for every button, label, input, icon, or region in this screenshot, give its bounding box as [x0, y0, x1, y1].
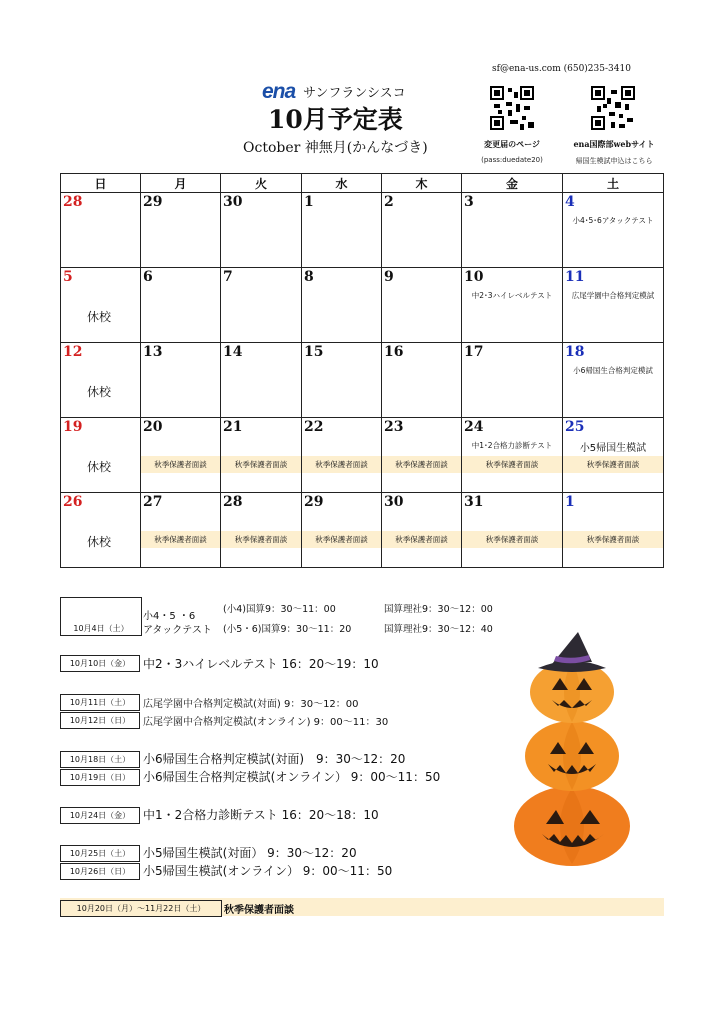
interview-band: 秋季保護者面談: [563, 456, 663, 473]
day-number: 21: [223, 419, 243, 435]
calendar-day-cell: [221, 268, 302, 343]
day-number: 12: [63, 344, 83, 360]
event-name: 小4・5 ・6: [143, 611, 196, 622]
day-number: 24: [464, 419, 484, 435]
event-text: 中1・2合格力診断テスト 16：20〜18：10: [143, 808, 379, 822]
day-number: 11: [565, 269, 585, 285]
interview-band: 秋季保護者面談: [382, 531, 461, 548]
interview-band: 秋季保護者面談: [382, 456, 461, 473]
calendar-day-cell: [462, 343, 563, 418]
day-number: 16: [384, 344, 404, 360]
calendar-day-cell: [141, 343, 221, 418]
calendar-day-cell: [141, 193, 221, 268]
event-note: 中1･2合格力診断テスト: [471, 441, 553, 450]
date-label: 10月11日（土）: [60, 694, 140, 711]
event-text: 小6帰国生合格判定模試(オンライン） 9：00〜11：50: [143, 770, 441, 784]
calendar-grid: [60, 173, 664, 568]
page-subtitle: October 神無月(かんなづき): [243, 140, 428, 156]
calendar-day-cell: [563, 493, 664, 568]
day-number: 15: [304, 344, 324, 360]
day-number: 27: [143, 494, 163, 510]
ena-logo: ena: [262, 80, 296, 103]
interview-band: 秋季保護者面談: [141, 531, 220, 548]
day-number: 17: [464, 344, 484, 360]
event-text: 中2・3ハイレベルテスト 16：20〜19：10: [143, 657, 379, 671]
day-number: 29: [143, 194, 163, 210]
date-label: 10月19日（日）: [60, 769, 140, 786]
event-text: 広尾学園中合格判定模試(対面) 9：30〜12：00: [143, 699, 359, 710]
event-time: 国算理社9：30〜12：40: [384, 624, 493, 635]
interview-band: 秋季保護者面談: [462, 531, 562, 548]
calendar-day-cell: [221, 343, 302, 418]
calendar-day-cell: [61, 418, 141, 493]
contact-info: sf@ena-us.com (650)235-3410: [492, 64, 631, 74]
qr-label-website: ena国際部webサイト: [573, 139, 655, 149]
weekday-header: 火: [221, 174, 302, 193]
interview-band: 秋季保護者面談: [141, 456, 220, 473]
date-label: 10月4日（土）: [73, 624, 129, 633]
day-number: 28: [223, 494, 243, 510]
calendar-day-cell: [221, 193, 302, 268]
calendar-day-cell: [563, 268, 664, 343]
attack-test-date-box: [60, 597, 142, 636]
day-number: 4: [565, 194, 575, 210]
day-number: 2: [384, 194, 394, 210]
day-number: 8: [304, 269, 314, 285]
calendar-day-cell: [302, 268, 382, 343]
day-number: 1: [565, 494, 575, 510]
weekday-header: 金: [462, 174, 563, 193]
day-number: 29: [304, 494, 324, 510]
calendar-day-cell: [141, 268, 221, 343]
day-number: 7: [223, 269, 233, 285]
day-number: 1: [304, 194, 314, 210]
event-time: (小4)国算9：30〜11：00: [223, 604, 336, 615]
calendar-day-cell: [302, 493, 382, 568]
event-text: 小6帰国生合格判定模試(対面) 9：30〜12：20: [143, 752, 406, 766]
calendar-day-cell: [221, 418, 302, 493]
date-label: 10月24日（金）: [60, 807, 140, 824]
day-number: 31: [464, 494, 484, 510]
event-text: 広尾学園中合格判定模試(オンライン) 9：00〜11：30: [143, 717, 389, 728]
closed-label: 休校: [87, 310, 112, 324]
day-number: 22: [304, 419, 324, 435]
day-number: 20: [143, 419, 163, 435]
day-number: 10: [464, 269, 484, 285]
event-time: 国算理社9：30〜12：00: [384, 604, 493, 615]
page-title: 10月予定表: [268, 105, 403, 134]
calendar-day-cell: [221, 493, 302, 568]
day-number: 3: [464, 194, 474, 210]
brand-name: サンフランシスコ: [303, 86, 406, 101]
event-note: 小6帰国生合格判定模試: [573, 366, 653, 375]
calendar-day-cell: [382, 343, 462, 418]
calendar-day-cell: [302, 193, 382, 268]
calendar-day-cell: [61, 268, 141, 343]
day-number: 28: [63, 194, 83, 210]
calendar-day-cell: [302, 418, 382, 493]
day-number: 18: [565, 344, 585, 360]
event-text: 秋季保護者面談: [224, 905, 294, 916]
calendar-day-cell: [141, 493, 221, 568]
calendar-day-cell: [462, 493, 563, 568]
calendar-day-cell: [462, 418, 563, 493]
weekday-header: 日: [61, 174, 141, 193]
day-number: 5: [63, 269, 73, 285]
closed-label: 休校: [87, 385, 112, 399]
qr-code-icon[interactable]: [591, 86, 635, 130]
calendar-day-cell: [61, 193, 141, 268]
calendar-day-cell: [563, 193, 664, 268]
day-number: 26: [63, 494, 83, 510]
calendar-day-cell: [382, 418, 462, 493]
day-number: 23: [384, 419, 404, 435]
calendar-day-cell: [382, 268, 462, 343]
calendar-day-cell: [462, 268, 563, 343]
event-note: 中2･3ハイレベルテスト: [471, 291, 553, 300]
event-note: 小4･5･6アタックテスト: [572, 216, 654, 225]
day-number: 6: [143, 269, 153, 285]
date-label: 10月25日（土）: [60, 845, 140, 862]
qr-label-change-form: 変更届のページ: [484, 139, 540, 149]
halloween-pumpkins-icon: [508, 628, 636, 868]
interview-band: 秋季保護者面談: [462, 456, 562, 473]
calendar-day-cell: [382, 193, 462, 268]
date-label: 10月26日（日）: [60, 863, 140, 880]
date-label: 10月18日（土）: [60, 751, 140, 768]
event-text: 小5帰国生模試(オンライン） 9：00〜11：50: [143, 864, 393, 878]
event-note: 小5帰国生模試: [579, 443, 647, 454]
interview-band: 秋季保護者面談: [302, 531, 381, 548]
calendar-day-cell: [61, 343, 141, 418]
interview-band: 秋季保護者面談: [221, 531, 301, 548]
qr-sub-password: (pass:duedate20): [481, 156, 543, 164]
qr-sub-mock-exam: 帰国生模試申込はこちら: [575, 157, 653, 165]
interview-band: 秋季保護者面談: [563, 531, 663, 548]
calendar-day-cell: [382, 493, 462, 568]
event-time: (小5・6)国算9：30〜11：20: [223, 624, 352, 635]
day-number: 14: [223, 344, 243, 360]
calendar-day-cell: [61, 493, 141, 568]
weekday-header: 木: [382, 174, 462, 193]
day-number: 25: [565, 419, 585, 435]
date-label: 10月20日（月）〜11月22日（土）: [60, 900, 222, 917]
weekday-header: 土: [563, 174, 664, 193]
interview-band: 秋季保護者面談: [221, 456, 301, 473]
event-text: 小5帰国生模試(対面） 9：30〜12：20: [143, 846, 357, 860]
calendar-day-cell: [141, 418, 221, 493]
weekday-header: 水: [302, 174, 382, 193]
qr-code-icon[interactable]: [490, 86, 534, 130]
calendar-day-cell: [563, 343, 664, 418]
calendar-day-cell: [302, 343, 382, 418]
day-number: 19: [63, 419, 83, 435]
calendar-day-cell: [462, 193, 563, 268]
day-number: 13: [143, 344, 163, 360]
event-note: 広尾学園中合格判定模試: [571, 291, 655, 300]
day-number: 30: [223, 194, 243, 210]
day-number: 9: [384, 269, 394, 285]
closed-label: 休校: [87, 460, 112, 474]
closed-label: 休校: [87, 535, 112, 549]
day-number: 30: [384, 494, 404, 510]
date-label: 10月12日（日）: [60, 712, 140, 729]
interview-band: 秋季保護者面談: [302, 456, 381, 473]
date-label: 10月10日（金）: [60, 655, 140, 672]
event-name: アタックテスト: [143, 625, 212, 636]
calendar-day-cell: [563, 418, 664, 493]
weekday-header: 月: [141, 174, 221, 193]
